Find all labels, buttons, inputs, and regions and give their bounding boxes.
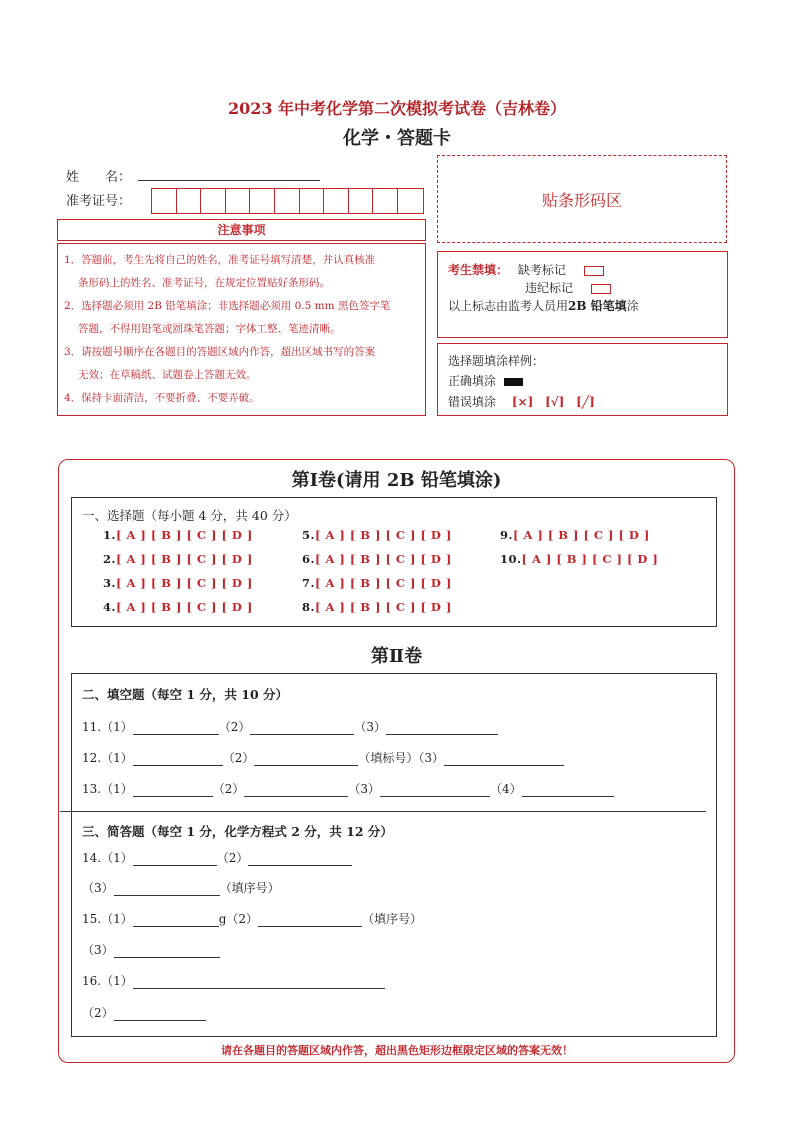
examiner-marks-box: [437, 251, 728, 338]
mc-question-1[interactable]: 1.[ A ] [ B ] [ C ] [ D ]: [103, 528, 253, 542]
absent-mark-label: 缺考标记: [517, 263, 566, 277]
notice-item: 1．答题前，考生先将自己的姓名，准考证号填写清楚，并认真核准: [64, 254, 376, 266]
answer-blank[interactable]: [250, 722, 354, 735]
fill-sample-title: 选择题填涂样例：: [448, 354, 545, 368]
exam-id-cell[interactable]: [324, 189, 349, 213]
q16-row1: 16.（1）: [82, 972, 385, 989]
answer-blank[interactable]: [386, 722, 498, 735]
marks-note-suffix: 涂: [626, 299, 639, 313]
answer-blank[interactable]: [258, 914, 362, 927]
q16-row2: （2）: [82, 1004, 206, 1021]
answer-blank[interactable]: [133, 784, 213, 797]
notice-item-cont: 无效；在草稿纸、试题卷上答题无效。: [78, 369, 257, 381]
exam-id-cell[interactable]: [152, 189, 177, 213]
part1-title: 第Ⅰ卷(请用 2B 铅笔填涂): [291, 470, 502, 491]
answer-blank[interactable]: [133, 722, 219, 735]
exam-id-boxes[interactable]: [151, 188, 424, 214]
exam-id-cell[interactable]: [398, 189, 423, 213]
answer-blank[interactable]: [133, 976, 385, 989]
exam-id-cell[interactable]: [201, 189, 226, 213]
absent-mark-box[interactable]: [584, 266, 604, 276]
answer-blank[interactable]: [114, 1008, 206, 1021]
answer-blank[interactable]: [133, 753, 223, 766]
answer-blank[interactable]: [444, 753, 564, 766]
mc-question-8[interactable]: 8.[ A ] [ B ] [ C ] [ D ]: [302, 600, 452, 614]
mc-question-4[interactable]: 4.[ A ] [ B ] [ C ] [ D ]: [103, 600, 253, 614]
notice-item-cont: 条形码上的姓名、准考证号，在规定位置贴好条形码。: [78, 277, 330, 289]
answer-sheet-title: 化学・答题卡: [343, 128, 451, 149]
wrong-mark-slash: [╱]: [576, 395, 595, 409]
footer-note: 请在各题目的答题区域内作答，超出黑色矩形边框限定区域的答案无效！: [221, 1044, 573, 1057]
violation-mark-label: 违纪标记: [525, 281, 574, 295]
answer-blank[interactable]: [133, 853, 217, 866]
wrong-mark-cross: [×]: [511, 395, 534, 409]
marks-note-prefix: 以上标志由监考人员用: [448, 299, 569, 313]
exam-id-label: 准考证号：: [66, 194, 132, 209]
marks-note-bold: 2B 铅笔填: [568, 299, 627, 313]
name-label: 姓 名：: [66, 170, 132, 185]
wrong-fill-label: 错误填涂: [448, 395, 497, 409]
fill-section-title: 二、填空题（每空 1 分，共 10 分）: [82, 687, 289, 702]
barcode-label: 贴条形码区: [541, 190, 622, 210]
section-divider: [60, 811, 706, 812]
q13-row: 13.（1） （2） （3） （4）: [82, 780, 614, 797]
mc-question-9[interactable]: 9.[ A ] [ B ] [ C ] [ D ]: [500, 528, 650, 542]
barcode-area: [437, 155, 727, 243]
answer-blank[interactable]: [244, 784, 348, 797]
multiple-choice-box: [71, 497, 717, 627]
exam-id-cell[interactable]: [349, 189, 374, 213]
notice-box: [57, 243, 426, 416]
fill-sample-box: [437, 343, 728, 416]
q14-row2: （3） （填序号）: [82, 881, 280, 895]
short-section-title: 三、简答题（每空 1 分，化学方程式 2 分，共 12 分）: [82, 824, 393, 839]
q15-row1: 15.（1） g（2） （填序号）: [82, 912, 423, 926]
correct-fill-mark: [504, 378, 523, 386]
name-field[interactable]: [138, 180, 320, 181]
exam-id-cell[interactable]: [226, 189, 251, 213]
mc-section-title: 一、选择题（每小题 4 分，共 40 分）: [82, 508, 297, 523]
q11-row: 11.（1） （2） （3）: [82, 718, 498, 735]
exam-id-cell[interactable]: [300, 189, 325, 213]
answer-blank[interactable]: [380, 784, 490, 797]
q14-row1: 14.（1） （2）: [82, 849, 352, 866]
mc-question-3[interactable]: 3.[ A ] [ B ] [ C ] [ D ]: [103, 576, 253, 590]
notice-item: 3．请按题号顺序在各题目的答题区域内作答，超出区域书写的答案: [64, 346, 376, 358]
q12-row: 12.（1） （2） （填标号）（3）: [82, 749, 564, 766]
exam-id-cell[interactable]: [275, 189, 300, 213]
notice-item: 2．选择题必须用 2B 铅笔填涂；非选择题必须用 0.5 mm 黑色签字笔: [64, 300, 391, 312]
exam-id-cell[interactable]: [250, 189, 275, 213]
answer-blank[interactable]: [133, 914, 219, 927]
answer-blank[interactable]: [522, 784, 614, 797]
examiner-only-label: 考生禁填：: [448, 263, 509, 277]
mc-question-5[interactable]: 5.[ A ] [ B ] [ C ] [ D ]: [302, 528, 452, 542]
correct-fill-label: 正确填涂: [448, 374, 497, 388]
mc-question-7[interactable]: 7.[ A ] [ B ] [ C ] [ D ]: [302, 576, 452, 590]
notice-heading: 注意事项: [57, 219, 426, 241]
exam-title: 2023 年中考化学第二次模拟考试卷（吉林卷）: [227, 99, 567, 118]
mc-question-2[interactable]: 2.[ A ] [ B ] [ C ] [ D ]: [103, 552, 253, 566]
answer-blank[interactable]: [248, 853, 352, 866]
q15-row2: （3）: [82, 941, 220, 958]
answer-blank[interactable]: [254, 753, 358, 766]
violation-mark-box[interactable]: [591, 284, 611, 294]
mc-question-6[interactable]: 6.[ A ] [ B ] [ C ] [ D ]: [302, 552, 452, 566]
part2-title: 第Ⅱ卷: [370, 646, 423, 667]
wrong-mark-check: [√]: [545, 395, 565, 409]
answer-blank[interactable]: [114, 883, 220, 896]
notice-item: 4．保持卡面清洁，不要折叠、不要弄破。: [64, 392, 260, 404]
answer-blank[interactable]: [114, 945, 220, 958]
part2-answer-box: [71, 673, 717, 1037]
exam-id-cell[interactable]: [177, 189, 202, 213]
exam-id-cell[interactable]: [373, 189, 398, 213]
notice-item-cont: 答题，不得用铅笔或圆珠笔答题；字体工整、笔迹清晰。: [78, 323, 341, 335]
mc-question-10[interactable]: 10.[ A ] [ B ] [ C ] [ D ]: [500, 552, 659, 566]
